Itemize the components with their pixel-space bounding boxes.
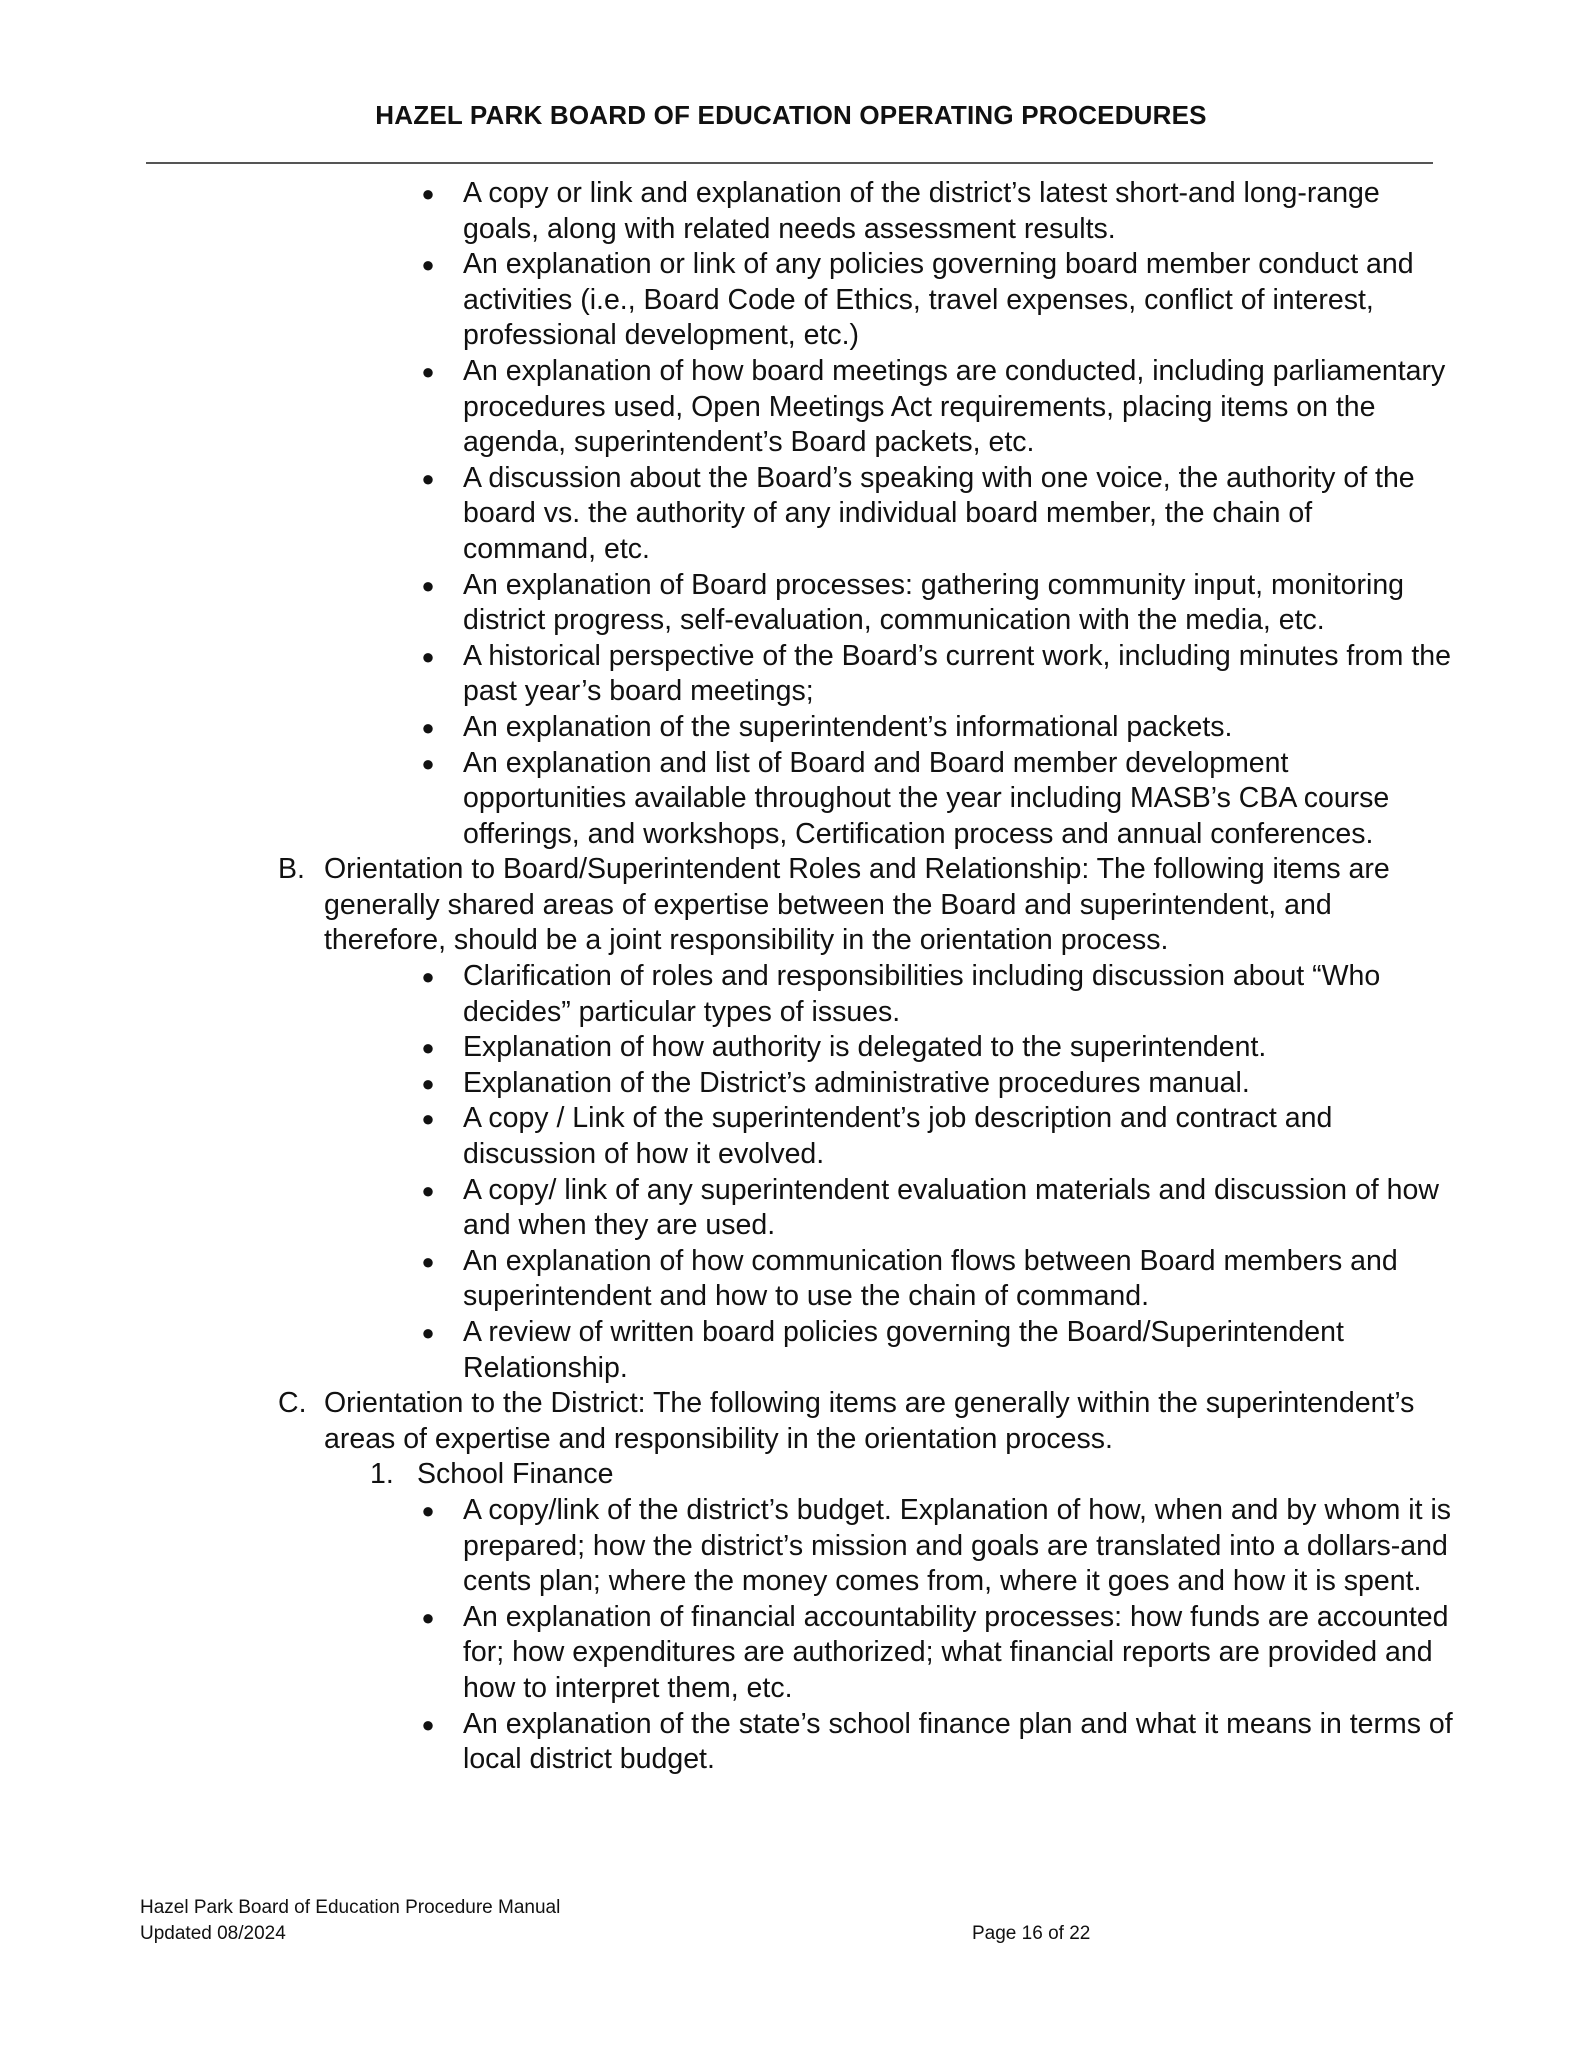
list-item [0, 247, 1453, 354]
subsection-number: 1. [370, 1458, 394, 1491]
list-item [0, 461, 1453, 568]
list-item [0, 1707, 1453, 1778]
school-finance-bullet-list [0, 1493, 1582, 1778]
subsection-title: School Finance [417, 1458, 614, 1491]
list-item [0, 1244, 1453, 1315]
bullet-icon: ● [421, 964, 435, 990]
bullet-icon: ● [421, 1070, 435, 1096]
section-c-text: Orientation to the District: The following items are generally within the superintendent’s areas of expertise and responsibility in the orientation process. [324, 1387, 1415, 1455]
list-item-text: An explanation of how communication flows between Board members and superintendent and how to use the chain of command. [463, 1244, 1398, 1313]
orientation-bullet-list [0, 176, 1582, 852]
document-body [0, 176, 1582, 1778]
list-item [0, 746, 1453, 853]
footer-page-number: Page 16 of 22 [972, 1923, 1091, 1944]
list-item [0, 1173, 1453, 1244]
list-item-text: An explanation of Board processes: gathering community input, monitoring district progress, self-evaluation, communication with the media, etc. [463, 568, 1405, 637]
bullet-icon: ● [421, 1177, 435, 1203]
footer-updated-date: Updated 08/2024 [140, 1923, 286, 1944]
bullet-icon: ● [421, 252, 435, 278]
list-item [0, 176, 1453, 247]
list-item-text: A discussion about the Board’s speaking with one voice, the authority of the board vs. the authority of any individual board member, the chain of command, etc. [463, 461, 1415, 565]
page-header-title: HAZEL PARK BOARD OF EDUCATION OPERATING PROCEDURES [375, 100, 1207, 130]
list-item-text: A review of written board policies governing the Board/Superintendent Relationship. [463, 1316, 1344, 1384]
list-item [0, 1315, 1453, 1386]
list-item [0, 568, 1453, 639]
list-item-text: Explanation of the District’s administrative procedures manual. [463, 1066, 1250, 1099]
list-item [0, 1600, 1453, 1707]
list-item [0, 710, 1453, 746]
list-item-text: A copy or link and explanation of the district’s latest short-and long-range goals, along with related needs assessment results. [463, 177, 1380, 245]
list-item [0, 1493, 1453, 1600]
bullet-icon: ● [421, 1106, 435, 1132]
list-item-text: Clarification of roles and responsibilities including discussion about “Who decides” particular types of issues. [463, 960, 1381, 1028]
bullet-icon: ● [421, 750, 435, 776]
list-item-text: An explanation of how board meetings are conducted, including parliamentary procedures used, Open Meetings Act requirements, placing items on the agenda, superintendent’s Board packets, etc. [463, 354, 1446, 459]
bullet-icon: ● [421, 465, 435, 491]
list-item [0, 1030, 1453, 1066]
bullet-icon: ● [421, 1320, 435, 1345]
list-item-text: A copy / Link of the superintendent’s job description and contract and discussion of how it evolved. [463, 1102, 1333, 1171]
section-b-letter: B. [278, 853, 305, 886]
list-item-text: An explanation and list of Board and Board member development opportunities available throughout the year including MASB’s CBA course offerings, and workshops, Certification process and annual conferences. [463, 746, 1390, 850]
section-b-heading [0, 852, 1454, 959]
page-footer [140, 1895, 1440, 1947]
bullet-icon: ● [421, 358, 435, 384]
list-item-text: A historical perspective of the Board’s current work, including minutes from the past year’s board meetings; [463, 639, 1451, 708]
bullet-icon: ● [421, 572, 435, 598]
bullet-icon: ● [421, 1604, 435, 1630]
header-divider [146, 162, 1433, 164]
list-item-text: An explanation of the superintendent’s informational packets. [463, 710, 1233, 743]
list-item [0, 639, 1453, 710]
bullet-icon: ● [421, 1248, 435, 1274]
list-item [0, 959, 1453, 1030]
list-item [0, 1066, 1453, 1102]
subsection-school-finance [0, 1457, 1582, 1493]
section-b-bullet-list [0, 959, 1582, 1386]
bullet-icon: ● [421, 181, 435, 206]
list-item-text: An explanation of financial accountability processes: how funds are accounted for; how expenditures are authorized; what financial reports are provided and how to interpret them, etc. [463, 1600, 1449, 1704]
list-item-text: An explanation of the state’s school finance plan and what it means in terms of local district budget. [463, 1707, 1453, 1776]
list-item [0, 354, 1453, 461]
list-item-text: A copy/link of the district’s budget. Explanation of how, when and by whom it is prepared; how the district’s mission and goals are translated into a dollars-and cents plan; where the money comes from, where it goes and how it is spent. [463, 1493, 1452, 1598]
list-item [0, 1101, 1453, 1172]
list-item-text: An explanation or link of any policies governing board member conduct and activities (i.e., Board Code of Ethics, travel expenses, conflict of interest, professional development, etc.) [463, 248, 1414, 352]
section-c-letter: C. [278, 1387, 307, 1420]
section-b-text: Orientation to Board/Superintendent Roles and Relationship: The following items are generally shared areas of expertise between the Board and superintendent, and therefore, should be a joint responsibility in the orientation process. [324, 853, 1390, 957]
list-item-text: Explanation of how authority is delegated to the superintendent. [463, 1031, 1267, 1064]
bullet-icon: ● [421, 714, 435, 740]
list-item-text: A copy/ link of any superintendent evaluation materials and discussion of how and when they are used. [463, 1173, 1439, 1242]
bullet-icon: ● [421, 643, 435, 669]
bullet-icon: ● [421, 1497, 435, 1523]
section-c-heading [0, 1386, 1454, 1457]
footer-manual-title: Hazel Park Board of Education Procedure Manual [140, 1897, 561, 1918]
bullet-icon: ● [421, 1035, 435, 1061]
bullet-icon: ● [421, 1711, 435, 1737]
